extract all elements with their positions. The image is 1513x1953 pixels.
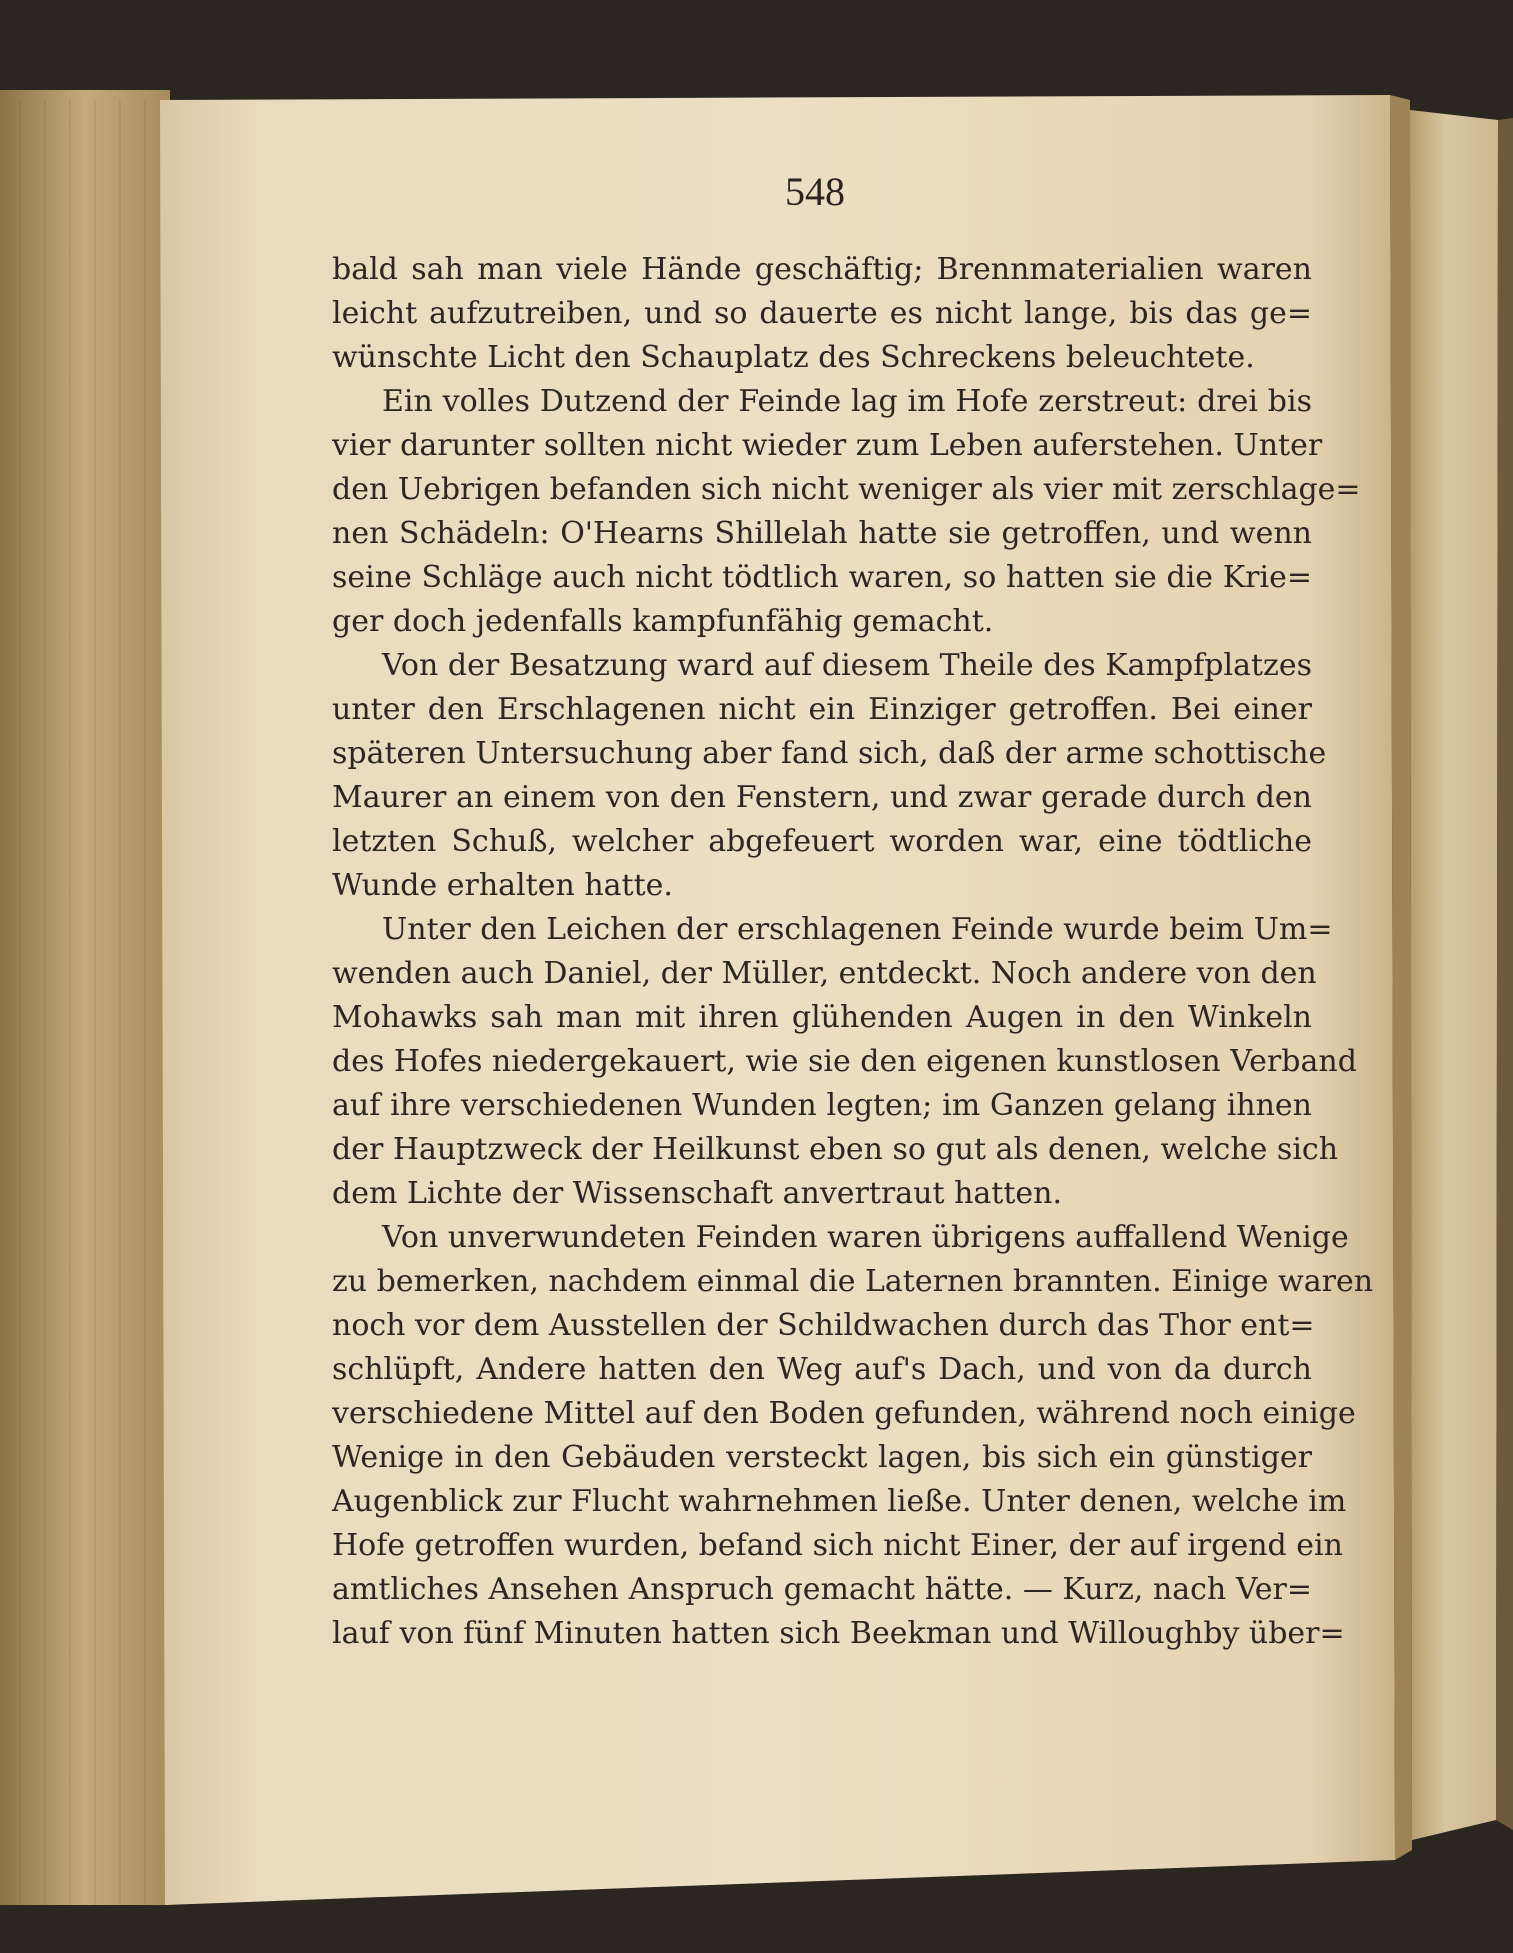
text-line: nen Schädeln: O'Hearns Shillelah hatte sie getroffen, und wenn xyxy=(332,516,1312,551)
text-line: Wenige in den Gebäuden versteckt lagen, bis sich ein günstiger xyxy=(332,1440,1312,1475)
text-line: Maurer an einem von den Fenstern, und zwar gerade durch den xyxy=(332,780,1312,815)
text-line: letzten Schuß, welcher abgefeuert worden war, eine tödtliche xyxy=(332,824,1312,859)
text-line: dem Lichte der Wissenschaft anvertraut hatten. xyxy=(332,1176,1063,1211)
text-line: des Hofes niedergekauert, wie sie den eigenen kunstlosen Verband xyxy=(332,1044,1357,1079)
text-line: wünschte Licht den Schauplatz des Schreckens beleuchtete. xyxy=(332,340,1255,375)
text-line: Hofe getroffen wurden, befand sich nicht Einer, der auf irgend ein xyxy=(332,1528,1343,1563)
text-line: Ein volles Dutzend der Feinde lag im Hofe zerstreut: drei bis xyxy=(382,384,1312,419)
text-line: auf ihre verschiedenen Wunden legten; im Ganzen gelang ihnen xyxy=(332,1088,1312,1123)
text-line: Wunde erhalten hatte. xyxy=(332,868,673,903)
text-line: ger doch jedenfalls kampfunfähig gemacht. xyxy=(332,604,994,639)
text-line: noch vor dem Ausstellen der Schildwachen durch das Thor ent= xyxy=(332,1308,1315,1343)
text-line: zu bemerken, nachdem einmal die Laternen brannten. Einige waren xyxy=(332,1264,1374,1299)
text-line: vier darunter sollten nicht wieder zum Leben auferstehen. Unter xyxy=(332,428,1323,463)
page-number: 548 xyxy=(785,169,845,214)
text-line: Von unverwundeten Feinden waren übrigens auffallend Wenige xyxy=(382,1220,1349,1255)
text-line: Mohawks sah man mit ihren glühenden Augen in den Winkeln xyxy=(332,1000,1312,1035)
text-line: der Hauptzweck der Heilkunst eben so gut als denen, welche sich xyxy=(332,1132,1339,1167)
text-line: unter den Erschlagenen nicht ein Einziger getroffen. Bei einer xyxy=(332,692,1312,727)
text-line: leicht aufzutreiben, und so dauerte es nicht lange, bis das ge= xyxy=(332,296,1312,331)
text-line: schlüpft, Andere hatten den Weg auf's Dach, und von da durch xyxy=(332,1352,1312,1387)
text-line: den Uebrigen befanden sich nicht weniger als vier mit zerschlage= xyxy=(332,472,1361,507)
text-line: verschiedene Mittel auf den Boden gefunden, während noch einige xyxy=(332,1396,1356,1431)
text-line: Unter den Leichen der erschlagenen Feinde wurde beim Um= xyxy=(382,912,1333,947)
text-line: lauf von fünf Minuten hatten sich Beekman und Willoughby über= xyxy=(332,1616,1345,1651)
text-line: Augenblick zur Flucht wahrnehmen ließe. Unter denen, welche im xyxy=(332,1484,1347,1519)
text-line: wenden auch Daniel, der Müller, entdeckt. Noch andere von den xyxy=(332,956,1317,991)
text-line: späteren Untersuchung aber fand sich, daß der arme schottische xyxy=(332,736,1327,771)
text-line: seine Schläge auch nicht tödtlich waren, so hatten sie die Krie= xyxy=(332,560,1312,595)
text-line: Von der Besatzung ward auf diesem Theile des Kampfplatzes xyxy=(382,648,1312,683)
text-line: amtliches Ansehen Anspruch gemacht hätte. — Kurz, nach Ver= xyxy=(332,1572,1312,1607)
text-line: bald sah man viele Hände geschäftig; Brennmaterialien waren xyxy=(332,252,1312,287)
